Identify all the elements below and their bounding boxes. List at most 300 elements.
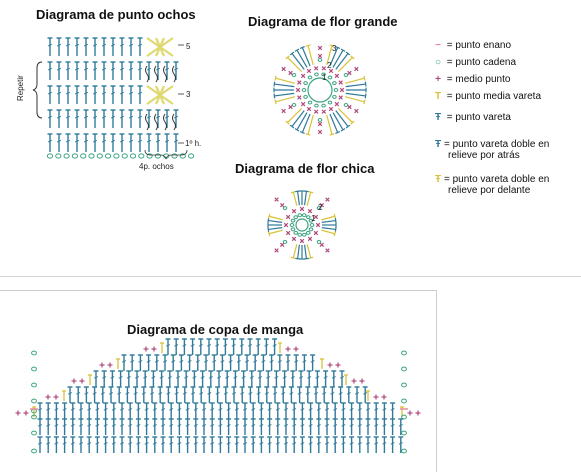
ochos-vareta [138,110,143,128]
legend-text-line: = punto vareta doble en [444,174,550,185]
legend-text [444,174,549,196]
flor-grande-round2-label: 2 [327,61,332,70]
copa-vareta [226,419,231,435]
ochos-cadena [106,154,111,158]
copa-vareta [290,371,295,387]
ochos-vareta [174,110,179,128]
copa-vareta [294,355,299,371]
copa-vareta [193,437,198,453]
copa-vareta [333,403,338,419]
copa-vareta [198,339,203,355]
copa-vareta [281,387,286,403]
ochos-vareta [57,62,62,80]
copa-vareta [54,437,59,453]
copa-vareta [94,371,99,387]
copa-stitch-chart [0,291,436,472]
copa-vareta [240,387,245,403]
flor-grande-cadena [308,101,312,104]
flor-grande-cadena [328,76,332,79]
copa-vareta [217,371,222,387]
copa-vareta [193,419,198,435]
copa-vareta [152,403,157,419]
copa-vareta [374,437,379,453]
copa-vareta [46,403,51,419]
copa-media-vareta [320,359,324,369]
legend-text: = punto enano [444,40,512,51]
copa-vareta [233,371,238,387]
copa-medio-punto [108,363,113,368]
copa-vareta [117,387,122,403]
legend-text: = medio punto [444,74,511,85]
copa-vareta [159,371,164,387]
flor-grande-medio-punto [282,67,286,71]
flor-chica-round1-label: 1 [311,214,316,223]
ochos-stitch-chart [0,0,230,180]
flor-grande-medio-punto [318,54,322,58]
copa-vareta [390,437,395,453]
ochos-vareta [129,62,134,80]
copa-vareta [243,403,248,419]
copa-vareta [239,339,244,355]
ochos-vareta [138,38,143,56]
legend-text-line: relieve por delante [448,185,531,196]
flor-grande-medio-punto [322,67,326,71]
flor-grande-medio-punto [335,102,339,106]
copa-vareta [256,339,261,355]
flor-grande-cadena [318,59,322,62]
flor-chica-vareta [291,244,297,258]
copa-vareta [54,419,59,435]
copa-vareta [210,419,215,435]
flor-chica-cadena [302,233,306,236]
copa-vareta [185,437,190,453]
legend-item [432,74,510,85]
flor-grande-cadena [308,76,312,79]
flor-chica-cadena [298,233,302,236]
copa-vareta [331,371,336,387]
flor-chica-vareta [269,214,283,220]
copa-cadena [402,351,407,355]
copa-vareta [182,339,187,355]
legend-text [444,139,549,161]
copa-media-vareta [160,343,164,353]
copa-vareta [323,371,328,387]
copa-vareta [111,437,116,453]
ochos-vareta [129,38,134,56]
copa-vareta [158,387,163,403]
copa-vareta [341,419,346,435]
ochos-vareta [66,134,71,152]
flor-grande-round3-label: 3 [332,44,337,53]
ochos-cadena [189,154,194,158]
copa-vareta [87,419,92,435]
flor-grande-medio-punto [298,81,302,85]
ochos-row3-label: 3 [186,90,191,99]
ochos-vareta [165,134,170,152]
copa-vareta [54,403,59,419]
flor-grande-round1-label: 1 [322,73,327,82]
legend-symbol-icon: − [435,40,441,51]
legend-symbol-icon: Ŧ [434,112,442,123]
ochos-vareta [147,110,152,128]
copa-vareta [79,437,84,453]
ochos-vareta [156,134,161,152]
copa-vareta [308,403,313,419]
ochos-vareta [129,134,134,152]
ochos-vareta [111,38,116,56]
copa-vareta [253,355,258,371]
ochos-vareta [111,62,116,80]
flor-chica-cadena [298,214,302,217]
ochos-vareta [174,62,179,80]
flor-chica-cadena [294,216,298,219]
copa-vareta [266,371,271,387]
copa-vareta [305,387,310,403]
copa-vareta [199,387,204,403]
ochos-vareta [129,86,134,104]
ochos-vareta [93,134,98,152]
flor-grande-cadena [333,82,337,85]
copa-medio-punto [100,363,105,368]
flor-grande-medio-punto [282,109,286,113]
copa-vareta [292,437,297,453]
copa-vareta [208,371,213,387]
copa-vareta [128,437,133,453]
copa-vareta [46,419,51,435]
copa-vareta [185,419,190,435]
copa-vareta [193,403,198,419]
copa-cadena [402,367,407,371]
copa-vareta [341,403,346,419]
copa-vareta [185,403,190,419]
copa-vareta [70,419,75,435]
copa-cadena [32,449,37,453]
copa-vareta [68,387,73,403]
copa-vareta [349,403,354,419]
copa-vareta [212,355,217,371]
copa-vareta [179,355,184,371]
copa-vareta [84,387,89,403]
copa-vareta [259,437,264,453]
copa-vareta [136,437,141,453]
ochos-vareta [138,134,143,152]
ochos-vareta [57,110,62,128]
copa-vareta [346,387,351,403]
copa-vareta [357,419,362,435]
flor-grande-cadena [322,104,326,107]
ochos-vareta [120,62,125,80]
copa-vareta [236,355,241,371]
ochos-vareta [102,86,107,104]
flor-grande-vareta [274,88,294,93]
ochos-vareta [93,62,98,80]
copa-vareta [150,387,155,403]
ochos-vareta [102,134,107,152]
flor-grande-medio-punto [348,105,352,109]
copa-vareta [277,355,282,371]
ochos-vareta [111,86,116,104]
flor-grande-medio-punto [318,122,322,126]
flor-chica-medio-punto [308,237,312,241]
copa-vareta [251,403,256,419]
ochos-cadena [97,154,102,158]
copa-vareta [143,371,148,387]
copa-vareta [316,403,321,419]
copa-medio-punto [328,363,333,368]
copa-medio-punto [294,347,299,352]
copa-vareta [251,419,256,435]
legend-text: = punto cadena [444,57,517,68]
copa-vareta [269,355,274,371]
legend-item [432,40,511,51]
flor-grande-vareta [345,97,365,104]
flor-chica-medio-punto [280,203,284,207]
copa-medio-punto [54,395,59,400]
copa-media-vareta [278,343,282,353]
ochos-vareta [93,110,98,128]
copa-vareta [125,387,130,403]
ochos-vareta [147,62,152,80]
copa-vareta [202,437,207,453]
copa-media-vareta [62,391,66,401]
copa-cadena [32,351,37,355]
flor-chica-cadena [291,219,295,222]
flor-chica-vareta [300,191,305,205]
copa-vareta [202,419,207,435]
copa-vareta [103,437,108,453]
ochos-vareta [66,38,71,56]
copa-vareta [146,355,151,371]
copa-vareta [76,387,81,403]
copa-vareta [300,419,305,435]
copa-vareta [308,437,313,453]
copa-vareta [169,403,174,419]
copa-vareta [300,403,305,419]
copa-cadena [32,367,37,371]
copa-vareta [152,437,157,453]
copa-vareta [174,339,179,355]
ochos-vareta [57,38,62,56]
flor-grande-cadena [318,119,322,122]
copa-vareta [70,403,75,419]
legend-symbol-icon: ○ [434,57,442,68]
flor-chica-vareta [291,192,297,206]
copa-vareta [275,419,280,435]
copa-vareta [161,437,166,453]
ochos-vareta [57,134,62,152]
copa-cadena [32,383,37,387]
flor-grande-medio-punto [339,81,343,85]
copa-vareta [87,437,92,453]
copa-media-vareta [116,359,120,369]
flor-grande-medio-punto [307,69,311,73]
ochos-cadena [89,154,94,158]
copa-vareta [275,437,280,453]
copa-vareta [275,403,280,419]
ochos-vareta [84,110,89,128]
legend-text: = punto vareta [444,112,511,123]
ochos-relieve-hook [164,66,167,82]
copa-vareta [226,437,231,453]
copa-vareta [202,403,207,419]
copa-vareta [95,419,100,435]
copa-vareta [390,403,395,419]
copa-vareta [284,419,289,435]
flor-chica-medio-punto [308,209,312,213]
flor-grande-cadena [344,74,348,77]
copa-vareta [316,419,321,435]
flor-chica-cadena [291,228,295,231]
legend-item [432,112,511,123]
copa-vareta [152,419,157,435]
legend-item [432,174,549,196]
copa-vareta [338,387,343,403]
copa-vareta [297,387,302,403]
copa-vareta [308,419,313,435]
flor-grande-cadena [304,96,308,99]
ochos-row5-label: 5 [186,42,191,51]
ochos-vareta [120,38,125,56]
copa-vareta [102,371,107,387]
copa-vareta [62,437,67,453]
copa-vareta [286,355,291,371]
copa-vareta [138,355,143,371]
copa-vareta [166,387,171,403]
copa-vareta [38,419,43,435]
copa-vareta [248,387,253,403]
copa-vareta [220,355,225,371]
copa-vareta [136,403,141,419]
flor-chica-round2-label: 2 [318,203,323,212]
copa-vareta [177,403,182,419]
copa-vareta [245,355,250,371]
flor-grande-medio-punto [329,107,333,111]
copa-vareta [264,387,269,403]
copa-vareta [355,387,360,403]
copa-vareta [223,387,228,403]
copa-vareta [316,437,321,453]
copa-vareta [174,387,179,403]
ochos-vareta [84,62,89,80]
copa-medio-punto [80,379,85,384]
flor-chica-medio-punto [286,231,290,235]
copa-vareta [349,437,354,453]
flor-grande-medio-punto [348,71,352,75]
copa-vareta [166,339,171,355]
ochos-vareta [84,86,89,104]
ochos-cadena [47,154,52,158]
copa-vareta [241,371,246,387]
ochos-vareta [75,86,80,104]
ochos-vareta [102,110,107,128]
copa-vareta [192,371,197,387]
flor-chica-medio-punto [326,249,330,253]
ochos-cadena [56,154,61,158]
flor-grande-cadena [315,73,319,76]
ochos-vareta [48,38,53,56]
copa-vareta [218,437,223,453]
flor-grande-center-ring [308,78,332,102]
copa-vareta [292,419,297,435]
copa-vareta [110,371,115,387]
copa-vareta [210,437,215,453]
copa-vareta [133,387,138,403]
copa-vareta [314,387,319,403]
flor-grande-chart [260,30,380,150]
copa-vareta [267,437,272,453]
copa-vareta [195,355,200,371]
copa-vareta [111,419,116,435]
copa-vareta [349,419,354,435]
legend-text-line: relieve por atrás [448,150,520,161]
copa-vareta [204,355,209,371]
ochos-relieve-hook [155,66,158,82]
bottom-diagram-panel [0,290,437,472]
ochos-vareta [156,110,161,128]
copa-vareta [176,371,181,387]
copa-vareta [177,419,182,435]
copa-vareta [284,403,289,419]
ochos-vareta [147,134,152,152]
ochos-cadena [139,154,144,158]
ochos-vareta [75,62,80,80]
legend-symbol-icon: Ŧ [434,174,442,185]
copa-vareta [120,437,125,453]
flor-chica-cadena [306,216,310,219]
flor-grande-vareta [327,115,335,135]
copa-vareta [251,437,256,453]
flor-chica-medio-punto [280,243,284,247]
copa-medio-punto [24,411,29,416]
legend-text: = punto media vareta [444,91,542,102]
flor-grande-vareta [306,115,314,135]
ochos-cadena [114,154,119,158]
ochos-vareta [174,134,179,152]
flor-chica-vareta [307,192,313,206]
flor-chica-chart [262,182,342,268]
copa-vareta [62,403,67,419]
copa-vareta [300,437,305,453]
flor-grande-cadena [334,89,338,92]
flor-chica-cadena [290,224,294,227]
copa-vareta [382,403,387,419]
copa-vareta [38,437,43,453]
copa-vareta [243,437,248,453]
ochos-vareta [84,134,89,152]
copa-media-vareta [344,375,348,385]
flor-grande-medio-punto [322,110,326,114]
copa-media-vareta [88,375,92,385]
copa-vareta [141,387,146,403]
ochos-vareta [84,38,89,56]
ochos-vareta [48,62,53,80]
flor-chica-medio-punto [316,223,320,227]
flor-chica-cadena [302,214,306,217]
copa-vareta [225,371,230,387]
copa-vareta [190,339,195,355]
copa-vareta [200,371,205,387]
copa-vareta [307,371,312,387]
copa-vareta [62,419,67,435]
flor-chica-vareta [269,230,283,236]
flor-chica-vareta [307,244,313,258]
copa-cadena [402,431,407,435]
copa-vareta [264,339,269,355]
copa-vareta [187,355,192,371]
copa-vareta [122,355,127,371]
flor-grande-medio-punto [289,105,293,109]
copa-vareta [243,419,248,435]
